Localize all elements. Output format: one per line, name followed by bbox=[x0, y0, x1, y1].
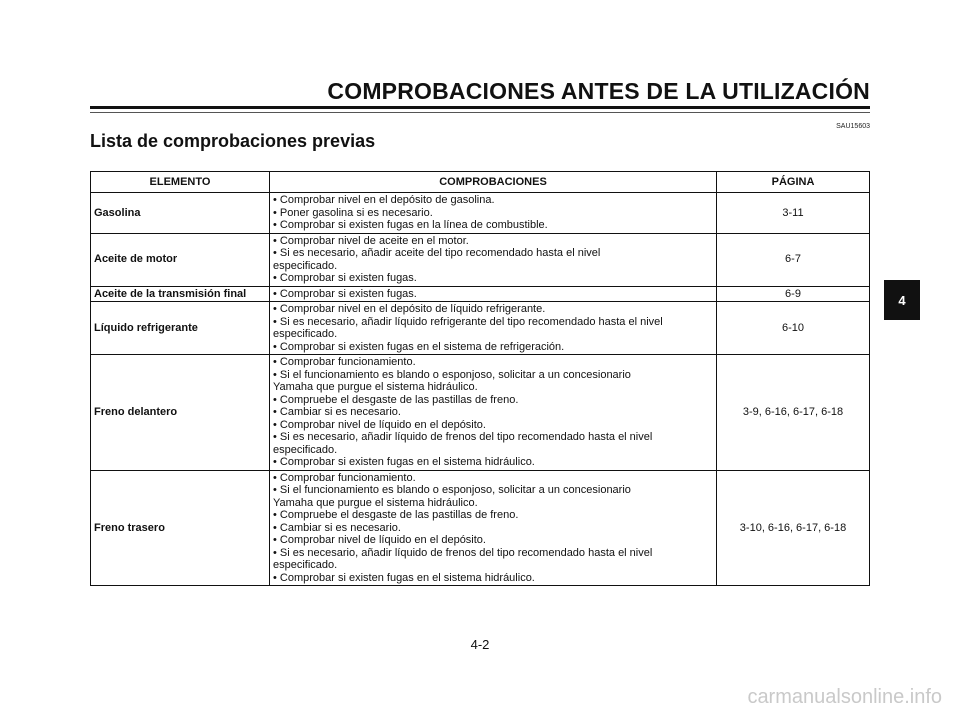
check-line: • Comprobar si existen fugas. bbox=[273, 287, 417, 300]
checks-cell bbox=[270, 355, 717, 471]
check-line: • Comprobar si existen fugas en el sistema de refrigeración. bbox=[273, 340, 565, 353]
checks-cell bbox=[270, 470, 717, 586]
column-header-checks: COMPROBACIONES bbox=[270, 172, 717, 193]
checks-cell bbox=[270, 193, 717, 234]
check-line: • Si el funcionamiento es blando o esponjoso, solicitar a un concesionario bbox=[273, 484, 631, 496]
check-line: especificado. bbox=[273, 559, 338, 571]
table-row bbox=[91, 193, 870, 234]
page-reference: 3-10, 6-16, 6-17, 6-18 bbox=[717, 470, 870, 586]
item-name: Freno delantero bbox=[91, 355, 270, 471]
table-row bbox=[91, 302, 870, 355]
check-line: • Comprobar nivel en el depósito de gasolina. bbox=[273, 194, 495, 206]
check-line: • Comprobar funcionamiento. bbox=[273, 471, 416, 484]
table-header-row bbox=[91, 172, 870, 193]
check-line: • Si es necesario, añadir aceite del tipo recomendado hasta el nivel bbox=[273, 247, 601, 259]
item-name: Líquido refrigerante bbox=[91, 302, 270, 355]
check-line: especificado. bbox=[273, 259, 338, 272]
check-line: • Comprobar funcionamiento. bbox=[273, 356, 416, 368]
section-heading: Lista de comprobaciones previas bbox=[90, 131, 376, 151]
checks-cell bbox=[270, 286, 717, 302]
item-name: Freno trasero bbox=[91, 470, 270, 586]
check-line: Yamaha que purgue el sistema hidráulico. bbox=[273, 496, 478, 509]
check-line: • Si es necesario, añadir líquido refrigerante del tipo recomendado hasta el nivel bbox=[273, 315, 663, 328]
check-line: • Compruebe el desgaste de las pastillas de freno. bbox=[273, 393, 519, 406]
chapter-title: COMPROBACIONES ANTES DE LA UTILIZACIÓN bbox=[327, 78, 870, 104]
page-reference: 6-7 bbox=[717, 233, 870, 286]
check-line: especificado. bbox=[273, 443, 338, 456]
check-line: • Cambiar si es necesario. bbox=[273, 521, 401, 534]
check-line: • Compruebe el desgaste de las pastillas de freno. bbox=[273, 509, 519, 521]
check-line: • Si es necesario, añadir líquido de frenos del tipo recomendado hasta el nivel bbox=[273, 431, 653, 443]
table-body bbox=[91, 193, 870, 586]
precheck-table bbox=[90, 171, 870, 586]
check-line: • Si es necesario, añadir líquido de frenos del tipo recomendado hasta el nivel bbox=[273, 546, 653, 559]
page-reference: 6-9 bbox=[717, 286, 870, 302]
table-row bbox=[91, 355, 870, 471]
table-row bbox=[91, 233, 870, 286]
title-rule-thin bbox=[90, 112, 870, 113]
page-reference: 6-10 bbox=[717, 302, 870, 355]
check-line: • Comprobar nivel de aceite en el motor. bbox=[273, 234, 469, 247]
item-name: Aceite de motor bbox=[91, 233, 270, 286]
check-line: • Comprobar si existen fugas en el sistema hidráulico. bbox=[273, 456, 535, 468]
check-line: • Comprobar si existen fugas en la línea de combustible. bbox=[273, 219, 548, 231]
checks-cell bbox=[270, 233, 717, 286]
page-reference: 3-9, 6-16, 6-17, 6-18 bbox=[717, 355, 870, 471]
chapter-tab: 4 bbox=[884, 280, 920, 320]
table-row bbox=[91, 286, 870, 302]
checks-cell bbox=[270, 302, 717, 355]
check-line: • Comprobar nivel de líquido en el depósito. bbox=[273, 418, 486, 431]
section-code: SAU15603 bbox=[836, 123, 870, 130]
check-line: especificado. bbox=[273, 328, 338, 340]
check-line: • Comprobar nivel de líquido en el depósito. bbox=[273, 534, 486, 546]
check-line: • Comprobar si existen fugas. bbox=[273, 272, 417, 284]
column-header-element: ELEMENTO bbox=[91, 172, 270, 193]
item-name: Aceite de la transmisión final bbox=[91, 286, 270, 302]
item-name: Gasolina bbox=[91, 193, 270, 234]
title-rule bbox=[90, 106, 870, 109]
watermark: carmanualsonline.info bbox=[747, 686, 942, 708]
page-number: 4-2 bbox=[470, 637, 490, 652]
check-line: • Cambiar si es necesario. bbox=[273, 406, 401, 418]
check-line: Yamaha que purgue el sistema hidráulico. bbox=[273, 381, 478, 393]
check-line: • Poner gasolina si es necesario. bbox=[273, 206, 433, 219]
column-header-page: PÁGINA bbox=[717, 172, 870, 193]
check-line: • Comprobar nivel en el depósito de líquido refrigerante. bbox=[273, 303, 546, 315]
check-line: • Comprobar si existen fugas en el sistema hidráulico. bbox=[273, 571, 535, 584]
page-reference: 3-11 bbox=[717, 193, 870, 234]
table-row bbox=[91, 470, 870, 586]
check-line: • Si el funcionamiento es blando o esponjoso, solicitar a un concesionario bbox=[273, 368, 631, 381]
